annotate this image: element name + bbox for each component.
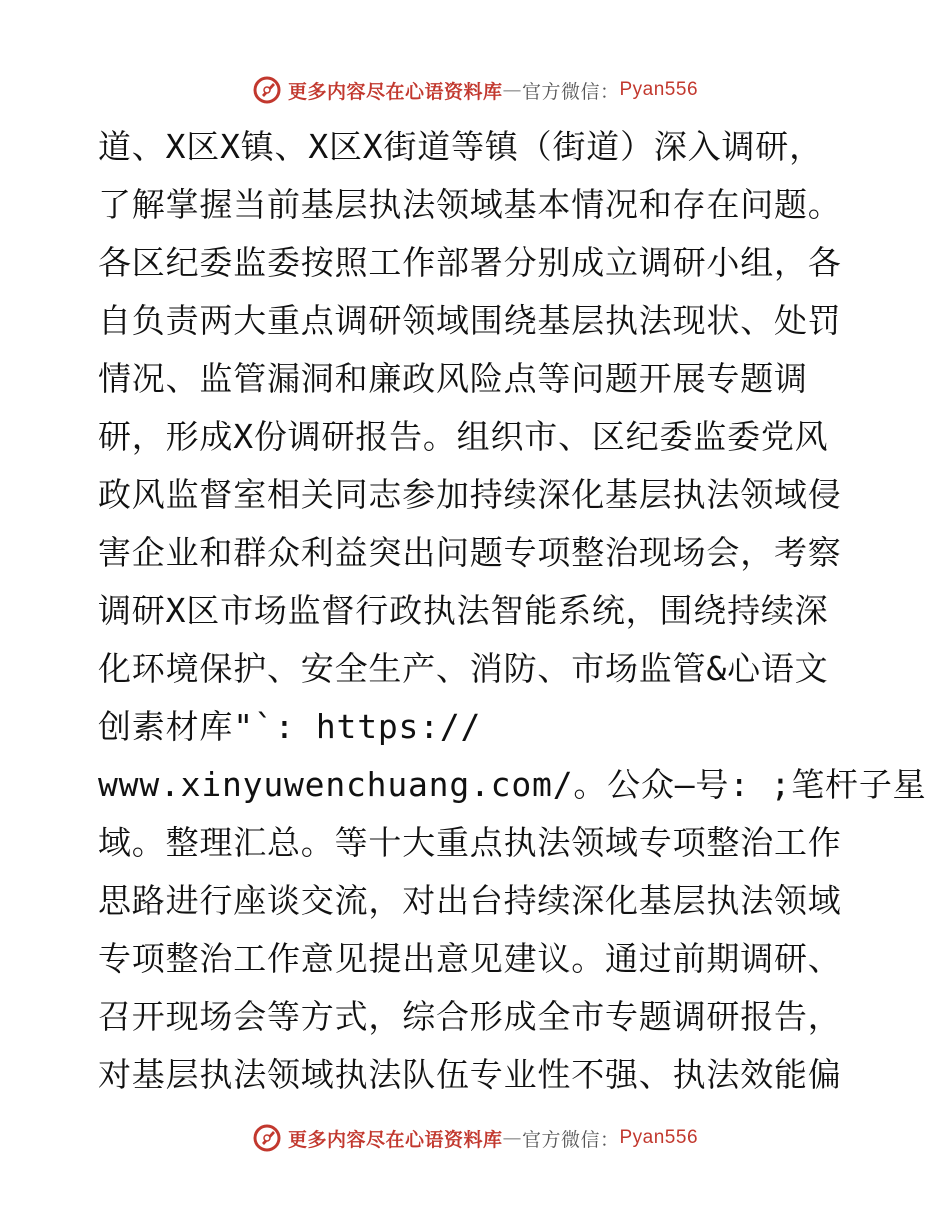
body-line: 思路进行座谈交流，对出台持续深化基层执法领域 (98, 881, 842, 920)
footer-banner (0, 1118, 950, 1158)
body-line: 道、X区X镇、X区X街道等镇（街道）深入调研， (98, 127, 823, 166)
body-line: 害企业和群众利益突出问题专项整治现场会，考察 (98, 533, 842, 572)
banner-wechat-handle: Pyan556 (619, 79, 699, 100)
banner-dash: — (502, 1127, 522, 1149)
quill-seal-icon (252, 75, 282, 105)
banner-brand-text: 更多内容尽在心语资料库 (287, 1128, 503, 1151)
header-banner (0, 70, 950, 110)
body-line: 自负责两大重点调研领域围绕基层执法现状、处罚 (98, 301, 842, 340)
body-line: 政风监督室相关同志参加持续深化基层执法领域侵 (98, 475, 842, 514)
body-line: 研，形成X份调研报告。组织市、区纪委监委党风 (98, 417, 829, 456)
body-line: 专项整治工作意见提出意见建议。通过前期调研、 (98, 939, 842, 978)
body-line: 召开现场会等方式，综合形成全市专题调研报告， (98, 997, 842, 1036)
banner-wechat-handle: Pyan556 (619, 1127, 699, 1148)
banner-official-label: 官方微信： (521, 1128, 620, 1151)
body-line: 各区纪委监委按照工作部署分别成立调研小组，各 (98, 243, 842, 282)
body-line: 调研X区市场监督行政执法智能系统，围绕持续深 (98, 591, 829, 630)
body-line: 了解掌握当前基层执法领域基本情况和存在问题。 (98, 185, 842, 224)
body-line: 域。整理汇总。等十大重点执法领域专项整治工作 (98, 823, 842, 862)
body-line: 化环境保护、安全生产、消防、市场监管&心语文 (98, 649, 829, 688)
body-line: 对基层执法领域执法队伍专业性不强、执法效能偏 (98, 1055, 842, 1094)
body-line: www.xinyuwenchuang.com/。公众—号: ;笔杆子星 (98, 765, 927, 804)
document-body (98, 118, 927, 1104)
banner-official-label: 官方微信： (521, 80, 620, 103)
banner-dash: — (502, 79, 522, 101)
body-line: 创素材库"`: https:// (98, 707, 482, 746)
banner-brand-text: 更多内容尽在心语资料库 (287, 80, 503, 103)
body-line: 情况、监管漏洞和廉政风险点等问题开展专题调 (98, 359, 808, 398)
quill-seal-icon (252, 1123, 282, 1153)
